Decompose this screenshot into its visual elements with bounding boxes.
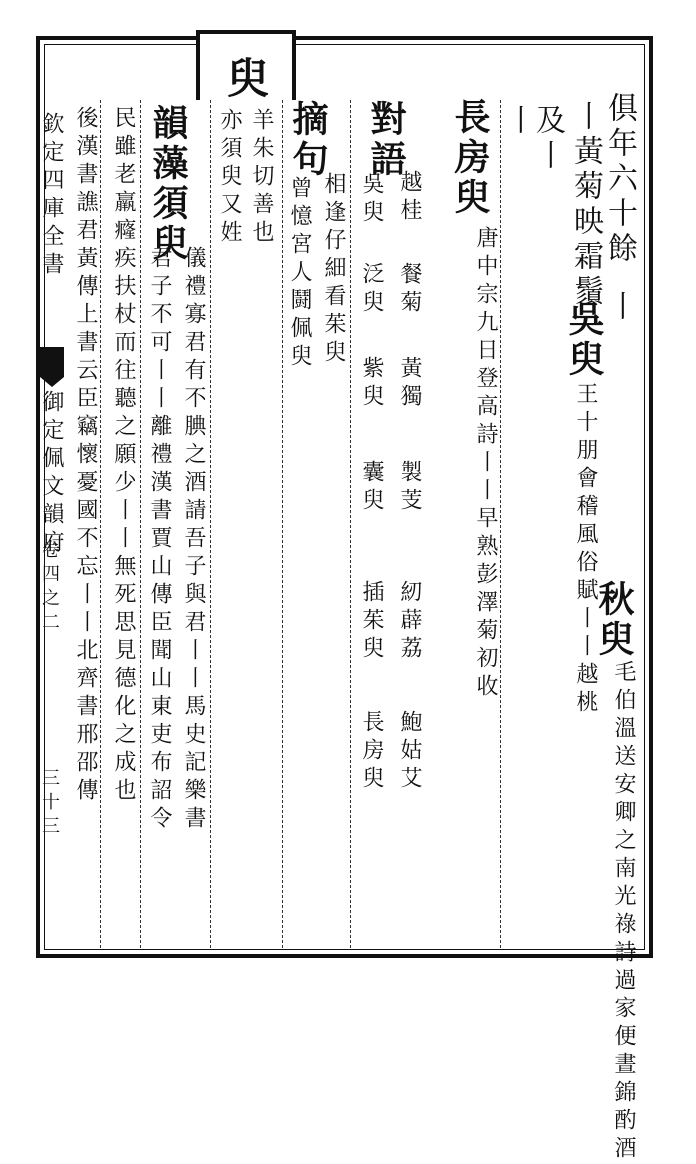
margin-chapter: 卷四之二 (39, 540, 60, 636)
column-divider (210, 100, 211, 948)
column-divider (140, 100, 141, 948)
column-5-item: 黃獨 (397, 356, 422, 412)
column-10-text: 亦須臾又姓 (217, 108, 242, 248)
column-14-text: 後漢書譙君黃傳上書云臣竊懷憂國不忘丨丨北齊書邢邵傳 (73, 106, 98, 806)
column-5-item: 鮑姑艾 (397, 710, 422, 794)
column-1b-sub: 王十朋會稽風俗賦丨丨越桃 (573, 382, 598, 718)
column-5-item: 越桂 (397, 170, 422, 226)
column-8-text: 曾憶宮人鬪佩臾 (287, 176, 312, 372)
column-6-item: 長房臾 (359, 710, 384, 794)
column-6-item: 插茱臾 (359, 580, 384, 664)
head-character: 臾 (221, 56, 270, 102)
column-12-text: 君子不可丨丨離禮漢書賈山傳臣聞山東吏布詔令 (147, 246, 172, 834)
column-4-sub: 唐中宗九日登高詩丨丨早熟彭澤菊初收 (473, 226, 498, 702)
column-divider (350, 100, 351, 948)
margin-page: 三十三 (39, 768, 60, 840)
margin-book: 御定佩文韻府 (39, 390, 64, 558)
column-2-text: 及丨 (530, 104, 565, 174)
column-1b-head: 吳臾 (563, 300, 605, 380)
fishtail-mark (40, 347, 64, 377)
column-1-text: 俱年六十餘 (602, 92, 637, 267)
column-divider (500, 100, 501, 948)
column-13-text: 民雖老羸癃疾扶杖而往聽之願少丨丨無死思見德化之成也 (111, 106, 136, 806)
column-6-item: 吳臾 (359, 172, 384, 228)
column-1b-text: 丨黃菊映霜鬚 (568, 100, 603, 310)
column-divider (282, 100, 283, 948)
column-11-head: 韻藻須臾 (147, 104, 189, 264)
column-11-text: 儀禮寡君有不腆之酒請吾子與君丨丨馬史記樂書 (181, 246, 206, 834)
column-7-text: 相逢仔細看茱臾 (321, 172, 346, 368)
column-4-head: 長房臾 (449, 98, 491, 218)
column-5-head: 對語 (365, 100, 407, 180)
column-7-head: 摘句 (287, 100, 329, 180)
column-6-item: 紫臾 (359, 356, 384, 412)
column-6-item: 泛臾 (359, 262, 384, 318)
column-9-text: 羊朱切善也 (249, 108, 274, 248)
column-6-item: 囊臾 (359, 460, 384, 516)
column-1-head-2: 秋臾 (593, 580, 635, 660)
column-1-sub-2: 毛伯溫送安卿之南光祿詩過家便晝錦酌酒 (611, 660, 636, 1164)
margin-title: 欽定四庫全書 (39, 112, 64, 280)
column-5-item: 餐菊 (397, 262, 422, 318)
column-5-item: 製芰 (397, 460, 422, 516)
column-divider (100, 100, 101, 948)
column-1-mark: 丨 (602, 290, 637, 325)
column-5-item: 紉薜荔 (397, 580, 422, 664)
column-3-text: 丨 (500, 104, 535, 139)
